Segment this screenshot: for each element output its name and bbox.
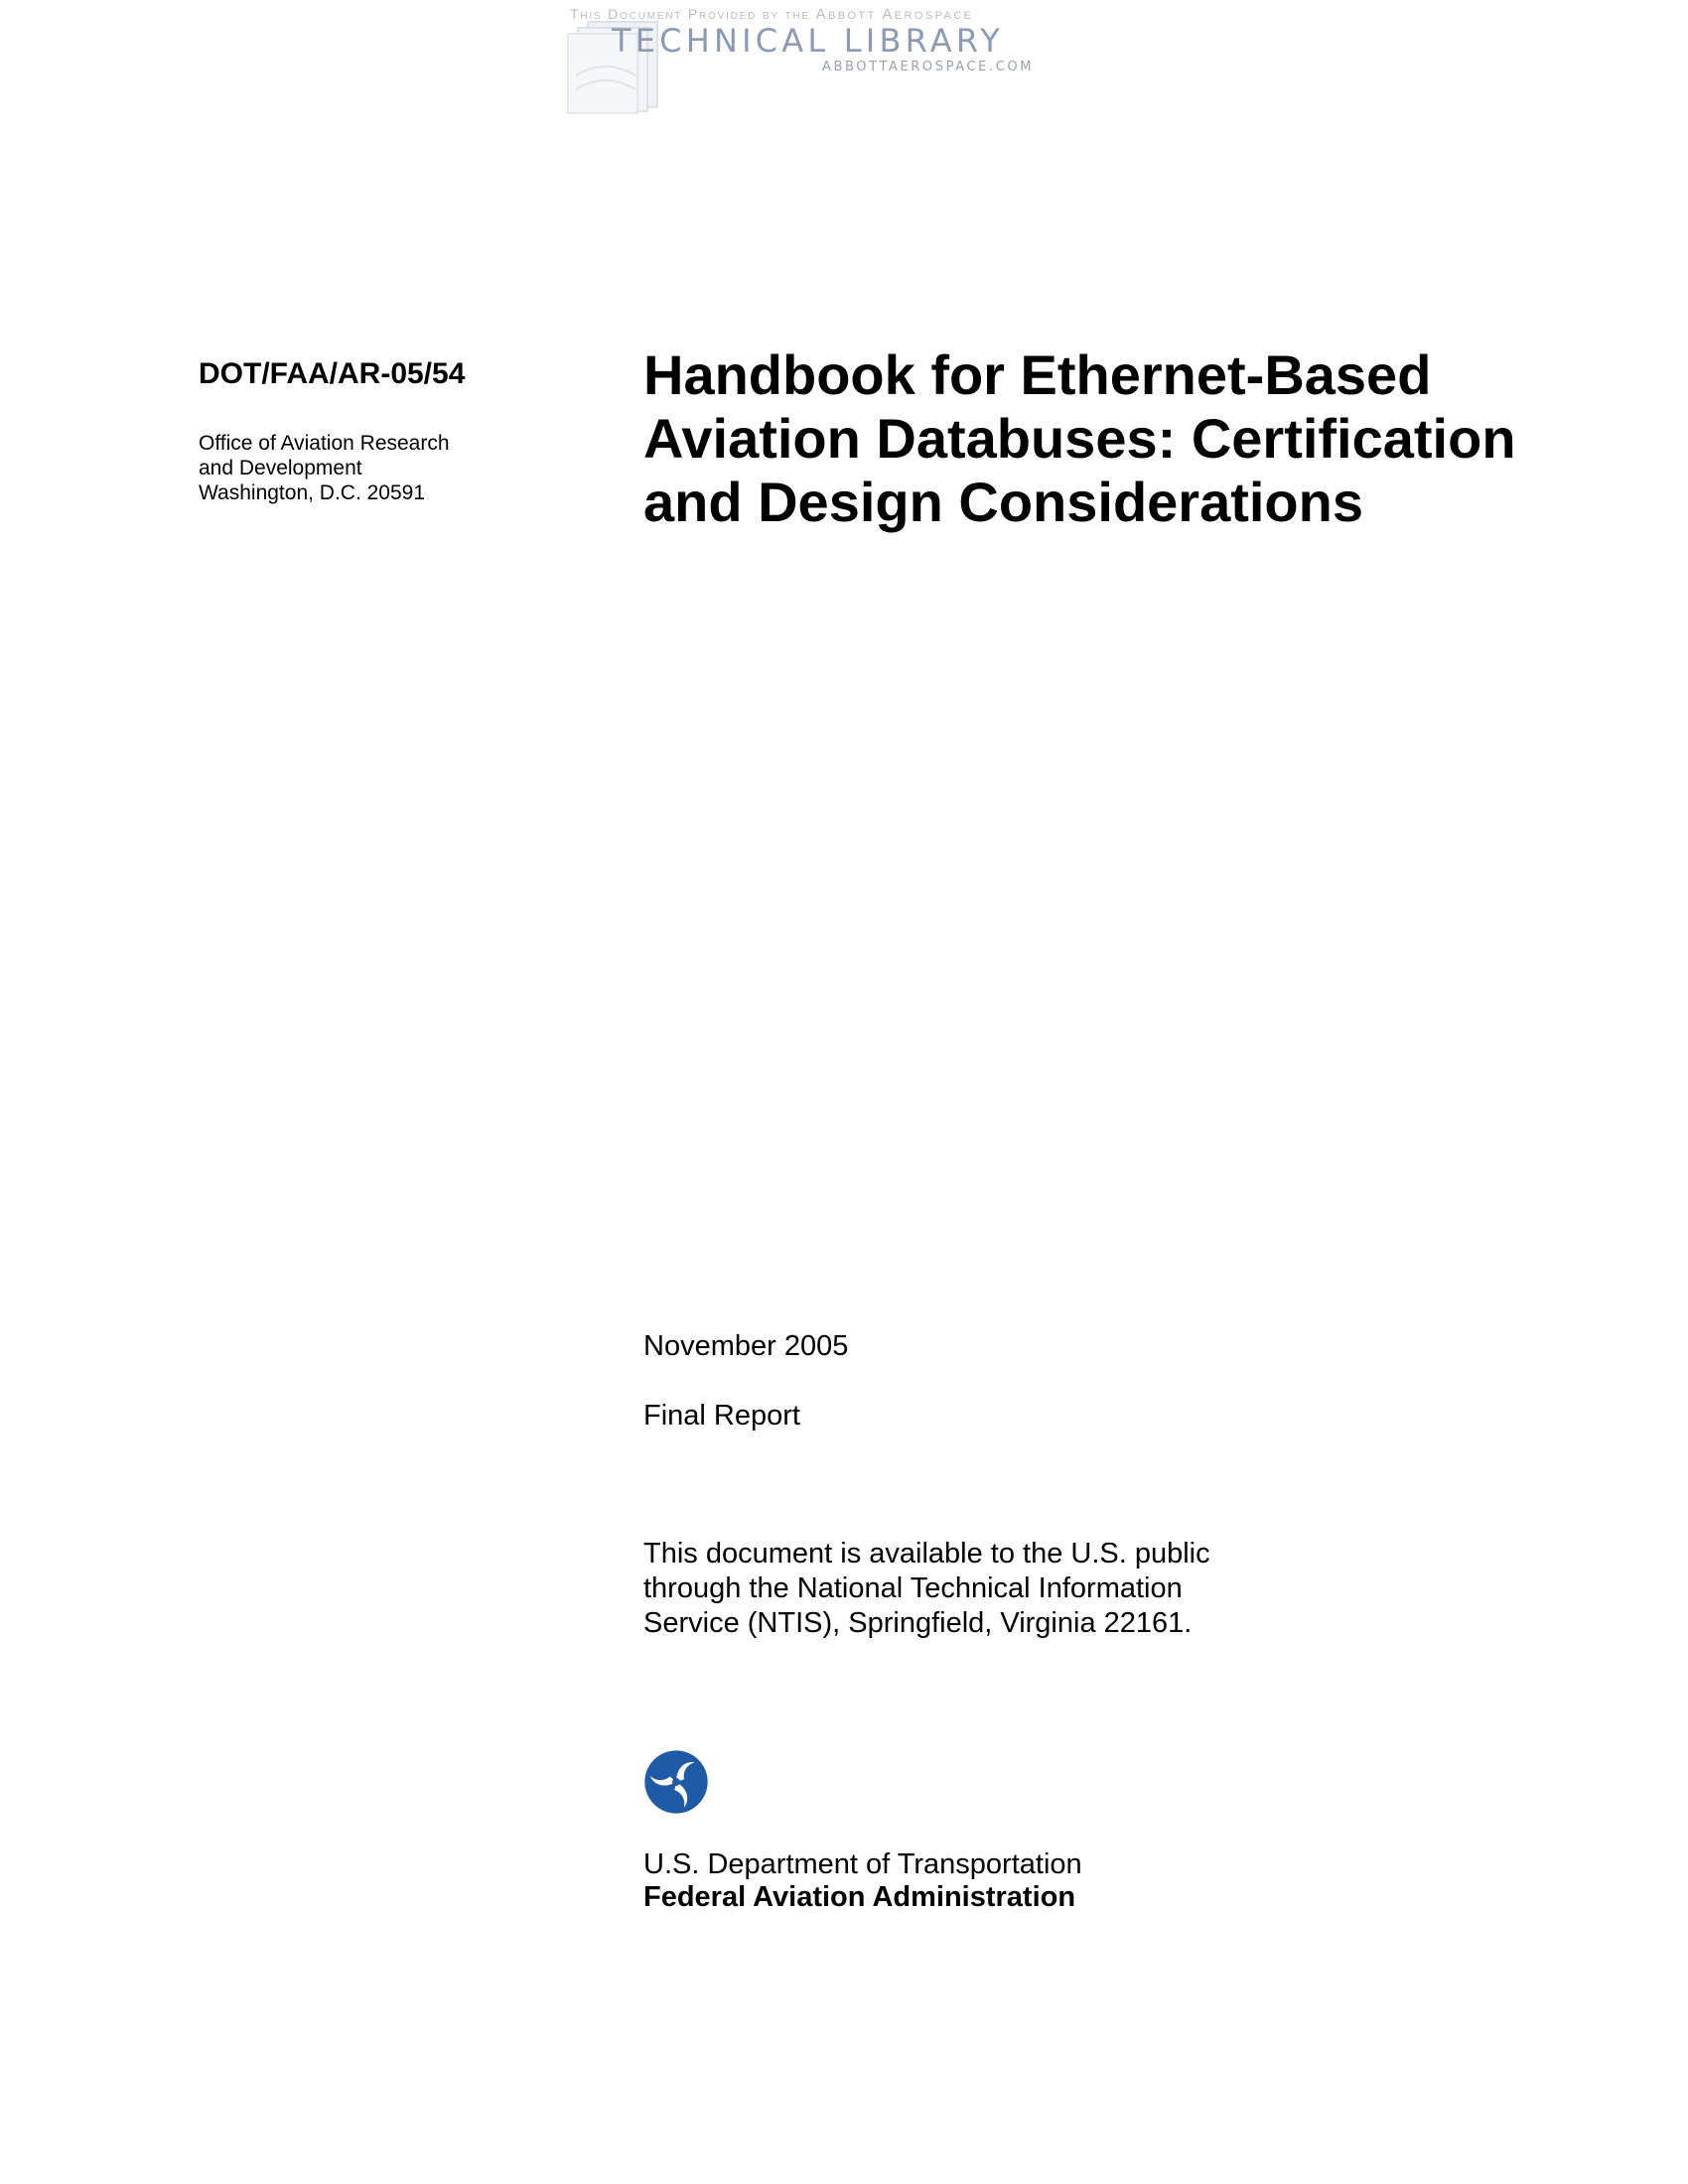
- dot-triskelion-logo-icon: [643, 1749, 709, 1815]
- office-address: [199, 431, 450, 505]
- agency-block: [643, 1848, 1082, 1914]
- availability-line: Service (NTIS), Springfield, Virginia 22161.: [643, 1607, 1193, 1639]
- office-line: Office of Aviation Research: [199, 432, 450, 455]
- watermark-brand: Abbott Aerospace: [815, 6, 974, 23]
- title-line: and Design Considerations: [643, 471, 1363, 533]
- administration-name: Federal Aviation Administration: [643, 1881, 1076, 1913]
- availability-notice: [643, 1537, 1210, 1641]
- watermark-line1: [570, 6, 1082, 23]
- department-name: U.S. Department of Transportation: [643, 1848, 1082, 1880]
- office-line: Washington, D.C. 20591: [199, 481, 426, 504]
- watermark-banner: [566, 4, 1082, 115]
- document-title: [643, 343, 1636, 534]
- watermark-title: TECHNICAL LIBRARY: [612, 22, 1004, 60]
- report-number: DOT/FAA/AR-05/54: [199, 357, 466, 390]
- title-line: Handbook for Ethernet-Based: [643, 343, 1432, 406]
- availability-line: This document is available to the U.S. public: [643, 1538, 1210, 1570]
- watermark-prefix: This Document Provided by the: [570, 6, 810, 22]
- availability-line: through the National Technical Information: [643, 1572, 1183, 1604]
- report-type: Final Report: [643, 1400, 800, 1432]
- report-date: November 2005: [643, 1330, 849, 1362]
- title-line: Aviation Databuses: Certification: [643, 407, 1516, 470]
- office-line: and Development: [199, 457, 362, 479]
- watermark-url: ABBOTTAEROSPACE.COM: [822, 60, 1035, 74]
